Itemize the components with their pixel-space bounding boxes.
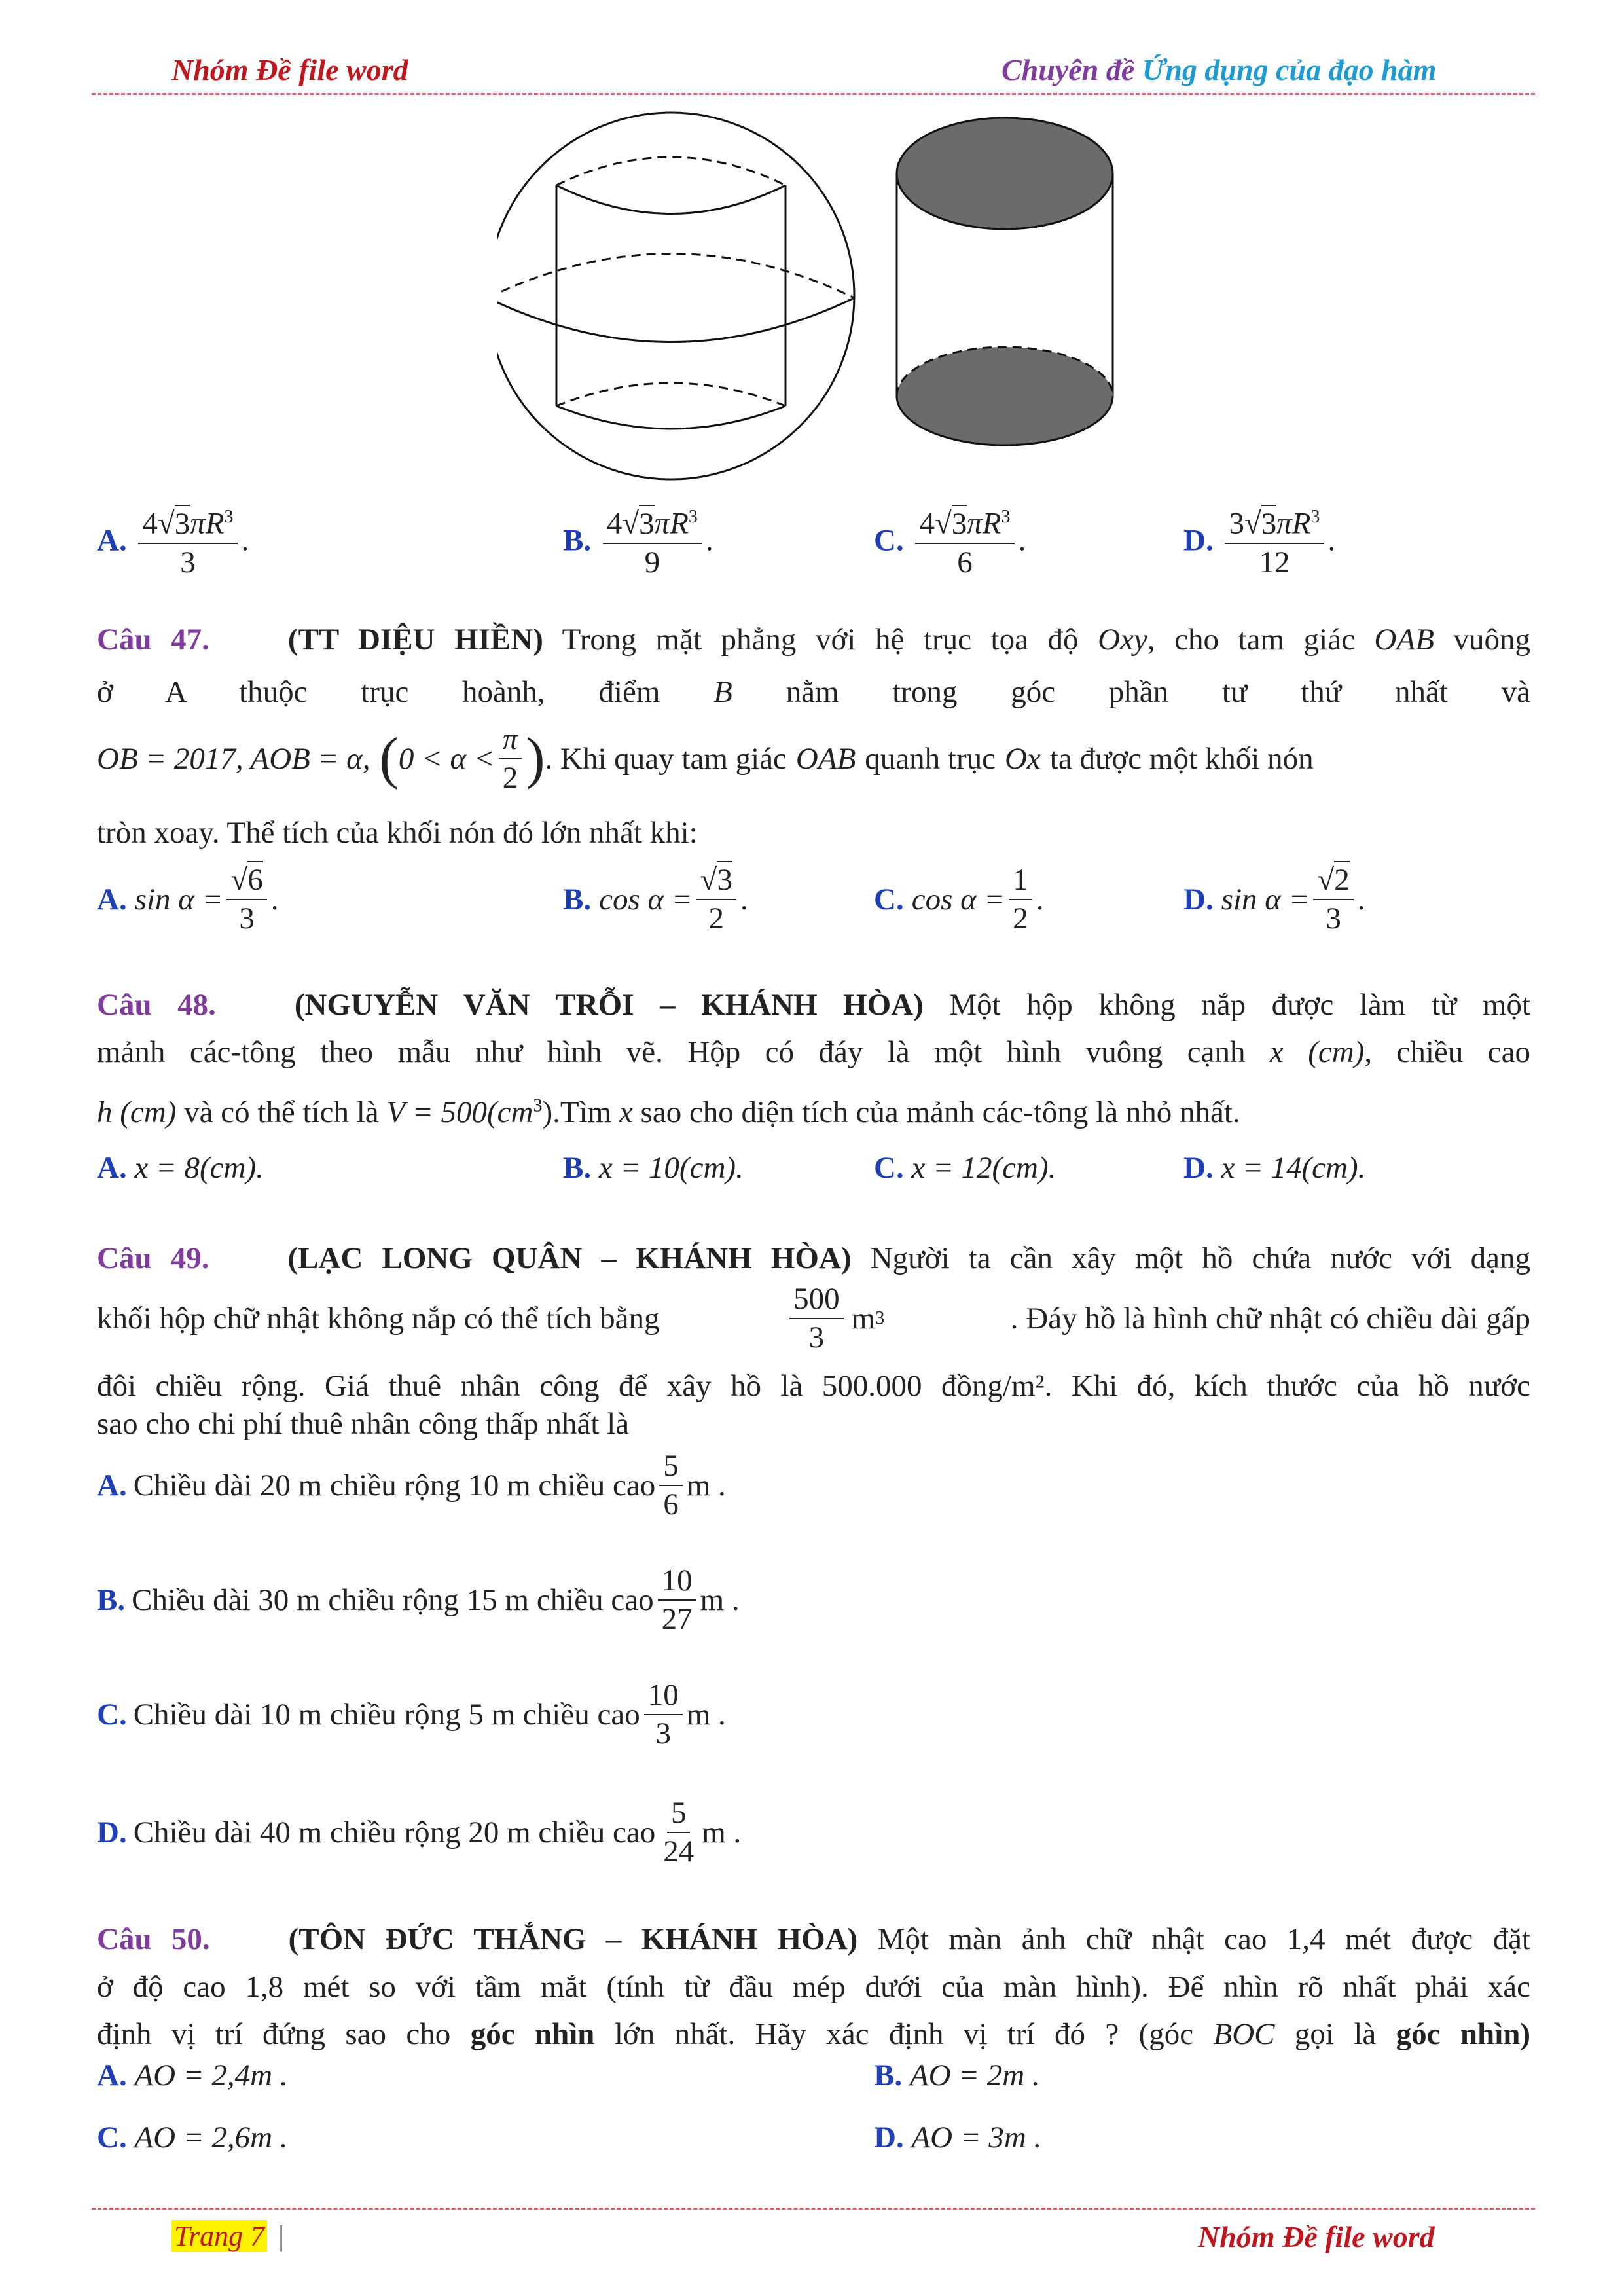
q49-line-3: đôi chiều rộng. Giá thuê nhân công để xây hồ là 500.000 đồng/m². Khi đó, kích thước của hồ nước (97, 1369, 1530, 1403)
option-fraction: $\frac{4√3\pi R^3}{6}$ (915, 507, 1014, 579)
cylinder-bottom-face-front (897, 396, 1113, 445)
question-source: (LẠC LONG QUÂN – KHÁNH HÒA) (287, 1241, 852, 1275)
q50-line-1: Câu 50. (TÔN ĐỨC THẮNG – KHÁNH HÒA) Một màn ảnh chữ nhật cao 1,4 mét được đặt (97, 1922, 1530, 1956)
q49-option-b[interactable]: B. Chiều dài 30 m chiều rộng 15 m chiều cao $\frac{10}{27}$ m . (97, 1563, 740, 1637)
paren-close: ) (526, 727, 545, 791)
question-number: Câu 49. (97, 1241, 209, 1275)
option-fraction: $\frac{3√3\pi R^3}{12}$ (1225, 507, 1324, 579)
header-rule (92, 93, 1535, 95)
option-fraction: $\frac{5}{6}$ (659, 1450, 683, 1522)
header-left: Nhóm Đề file word (171, 53, 408, 86)
equator-front (497, 298, 854, 342)
header-right-prefix: Chuyên đề (1001, 53, 1142, 86)
option-label: B. (563, 883, 592, 917)
footer-right: Nhóm Đề file word (1198, 2220, 1435, 2253)
page-number: Trang 7 (171, 2220, 267, 2252)
q46-option-d[interactable]: D. $\frac{3√3\pi R^3}{12}$ . (1183, 507, 1335, 579)
option-fraction: $\frac{5}{24}$ (663, 1796, 695, 1869)
q47-line-1: Câu 47. (TT DIỆU HIỀN) Trong mặt phẳng với hệ trục tọa độ Oxy, cho tam giác OAB vuông (97, 623, 1531, 657)
option-fraction: $\frac{√6}{3}$ (226, 864, 266, 936)
q48-line-2: mảnh các-tông theo mẫu như hình vẽ. Hộp có đáy là một hình vuông cạnh x (cm), chiều cao (97, 1035, 1530, 1069)
q47-option-b[interactable]: B. cos α = $\frac{√3}{2}$ . (563, 864, 748, 936)
sphere-outline (497, 113, 854, 479)
option-label: A. (97, 2058, 127, 2092)
option-label: C. (874, 523, 904, 558)
q50-option-c[interactable]: C. AO = 2,6m . (97, 2121, 288, 2155)
q49-line-2: khối hộp chữ nhật không nắp có thể tích bằng $\frac{500}{3}$ m 3 . Đáy hồ là hình chữ nhật có chiều dài gấp (97, 1282, 1530, 1355)
q49-option-d[interactable]: D. Chiều dài 40 m chiều rộng 20 m chiều cao $\frac{5}{24}$ m . (97, 1796, 742, 1869)
option-label: D. (1183, 523, 1214, 558)
footer-separator: | (278, 2220, 284, 2252)
header-right (1001, 52, 1436, 87)
option-label: B. (563, 1151, 592, 1185)
q46-option-b[interactable]: B. $\frac{4√3\pi R^3}{9}$ . (563, 507, 713, 579)
option-fraction: $\frac{√3}{2}$ (696, 864, 736, 936)
q47-line-2: ở A thuộc trục hoành, điểm B nằm trong góc phần tư thứ nhất và (97, 675, 1530, 709)
option-fraction: $\frac{√2}{3}$ (1313, 864, 1353, 936)
question-number: Câu 50. (97, 1922, 210, 1956)
footer-rule (92, 2208, 1535, 2210)
option-label: D. (874, 2121, 904, 2155)
option-label: A. (97, 523, 127, 558)
option-fraction: $\frac{1}{2}$ (1009, 864, 1032, 936)
option-fraction: $\frac{4√3\pi R^3}{3}$ (138, 507, 237, 579)
footer-page (171, 2219, 284, 2253)
q47-option-a[interactable]: A. sin α = $\frac{√6}{3}$ . (97, 864, 279, 936)
equator-back (497, 254, 854, 299)
q49-option-c[interactable]: C. Chiều dài 10 m chiều rộng 5 m chiều cao $\frac{10}{3}$ m . (97, 1678, 726, 1751)
q49-option-a[interactable]: A. Chiều dài 20 m chiều rộng 10 m chiều cao $\frac{5}{6}$ m . (97, 1449, 726, 1522)
q50-option-a[interactable]: A. AO = 2,4m . (97, 2058, 288, 2092)
option-label: C. (97, 2121, 127, 2155)
question-source: (TÔN ĐỨC THẮNG – KHÁNH HÒA) (288, 1922, 858, 1956)
option-label: A. (97, 1468, 127, 1503)
bottom-ellipse-front (556, 406, 785, 429)
q47-option-c[interactable]: C. cos α = $\frac{1}{2}$ . (874, 863, 1044, 936)
bottom-ellipse-back (556, 383, 785, 406)
q49-line-1: Câu 49. (LẠC LONG QUÂN – KHÁNH HÒA) Người ta cần xây một hồ chứa nước với dạng (97, 1241, 1530, 1275)
pi-over-two: $\frac{\pi}{2}$ (499, 723, 522, 795)
option-fraction: $\frac{10}{3}$ (644, 1679, 683, 1751)
option-label: C. (874, 1151, 904, 1185)
option-fraction: $\frac{10}{27}$ (658, 1565, 696, 1636)
header-topic: Ứng dụng của đạo hàm (1142, 53, 1437, 86)
option-label: C. (97, 1698, 127, 1732)
cylinder-top-face (897, 118, 1113, 229)
q48-option-b[interactable]: B. x = 10(cm). (563, 1151, 744, 1185)
question-number: Câu 47. (97, 623, 209, 657)
q50-option-d[interactable]: D. AO = 3m . (874, 2121, 1042, 2155)
top-ellipse-front (556, 185, 785, 214)
option-label: D. (1183, 883, 1214, 917)
geometry-figure (497, 108, 1139, 484)
option-label: D. (97, 1815, 127, 1850)
q48-line-3: h (cm) và có thể tích là $V = 500(cm^3).Tìm$ x sao cho diện tích của mảnh các-tông là nhỏ nhất. (97, 1095, 1240, 1129)
q48-option-d[interactable]: D. x = 14(cm). (1183, 1151, 1366, 1185)
q46-option-a[interactable]: A. $\frac{4√3\pi R^3}{3}$ . (97, 507, 249, 579)
q50-line-3: định vị trí đứng sao cho góc nhìn lớn nhất. Hãy xác định vị trí đó ? (góc BOC gọi là góc nhìn) (97, 2017, 1531, 2051)
q47-option-d[interactable]: D. sin α = $\frac{√2}{3}$ . (1183, 864, 1365, 936)
paren-open: ( (379, 727, 399, 791)
q46-option-c[interactable]: C. $\frac{4√3\pi R^3}{6}$ . (874, 507, 1026, 579)
option-fraction: $\frac{4√3\pi R^3}{9}$ (603, 507, 702, 579)
question-number: Câu 48. (97, 988, 216, 1022)
option-label: B. (874, 2058, 903, 2092)
option-label: D. (1183, 1151, 1214, 1185)
q50-option-b[interactable]: B. AO = 2m . (874, 2058, 1040, 2092)
q50-line-2: ở độ cao 1,8 mét so với tầm mắt (tính từ đầu mép dưới của màn hình). Để nhìn rõ nhất phải xác (97, 1970, 1530, 2004)
option-label: A. (97, 1151, 127, 1185)
question-source: (TT DIỆU HIỀN) (287, 623, 543, 657)
q48-option-c[interactable]: C. x = 12(cm). (874, 1151, 1056, 1185)
q48-line-1: Câu 48. (NGUYỄN VĂN TRỖI – KHÁNH HÒA) Một hộp không nắp được làm từ một (97, 988, 1530, 1022)
cylinder-bottom-face-back (897, 347, 1113, 396)
option-label: B. (97, 1583, 126, 1618)
question-source: (NGUYỄN VĂN TRỖI – KHÁNH HÒA) (294, 988, 924, 1022)
q47-line-4: tròn xoay. Thể tích của khối nón đó lớn nhất khi: (97, 816, 698, 850)
option-label: C. (874, 883, 904, 917)
q48-option-a[interactable]: A. x = 8(cm). (97, 1151, 264, 1185)
volume-fraction: $\frac{500}{3}$ (789, 1283, 844, 1355)
top-ellipse-back (556, 157, 785, 185)
option-label: A. (97, 883, 127, 917)
q49-line-4: sao cho chi phí thuê nhân công thấp nhất là (97, 1407, 630, 1441)
q47-line-3: OB = 2017, AOB = α, ( 0 < α < $\frac{\pi}{2}$ ) . Khi quay tam giác OAB quanh trục Ox ta được một khối nón (97, 722, 1314, 795)
option-label: B. (563, 523, 592, 558)
